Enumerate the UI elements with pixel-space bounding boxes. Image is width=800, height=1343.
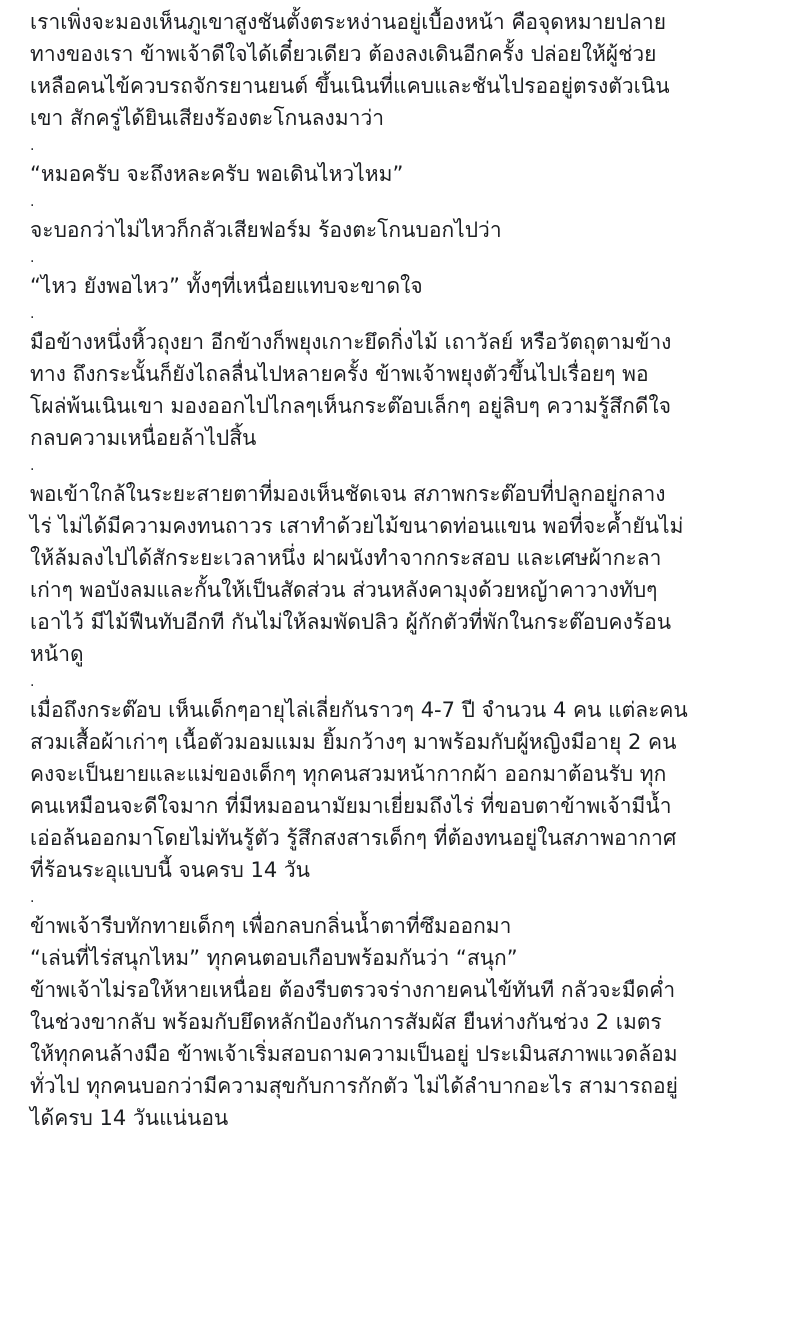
text-line: ให้ทุกคนล้างมือ ข้าพเจ้าเริ่มสอบถามความเป็นอยู่ ประเมินสภาพแวดล้อม — [30, 1042, 678, 1066]
text-line: ที่ร้อนระอุแบบนี้ จนครบ 14 วัน — [30, 858, 311, 882]
text-line: กลบความเหนื่อยล้าไปสิ้น — [30, 426, 257, 450]
text-line: เอาไว้ มีไม้ฟืนทับอีกที กันไม่ให้ลมพัดปลิว ผู้กักตัวที่พักในกระต๊อบคงร้อน — [30, 610, 672, 634]
text-line: “เล่นที่ไร่สนุกไหม” ทุกคนตอบเกือบพร้อมกันว่า “สนุก” — [30, 946, 518, 970]
separator-dot: . — [30, 250, 35, 266]
text-line: เก่าๆ พอบังลมและกั้นให้เป็นสัดส่วน ส่วนหลังคามุงด้วยหญ้าคาวางทับๆ — [30, 578, 658, 602]
separator-dot: . — [30, 138, 35, 154]
separator-dot: . — [30, 306, 35, 322]
text-line: มือข้างหนึ่งหิ้วถุงยา อีกข้างก็พยุงเกาะยึดกิ่งไม้ เถาวัลย์ หรือวัตถุตามข้าง — [30, 330, 672, 354]
separator-dot: . — [30, 458, 35, 474]
separator-dot: . — [30, 674, 35, 690]
text-line: โผล่พ้นเนินเขา มองออกไปไกลๆเห็นกระต๊อบเล็กๆ อยู่ลิบๆ ความรู้สึกดีใจ — [30, 394, 672, 418]
paragraph — [30, 694, 795, 886]
text-line: ข้าพเจ้าไม่รอให้หายเหนื่อย ต้องรีบตรวจร่างกายคนไข้ทันที กลัวจะมืดค่ำ — [30, 978, 676, 1002]
paragraph — [30, 214, 795, 246]
text-line: ได้ครบ 14 วันแน่นอน — [30, 1106, 229, 1130]
text-line: “หมอครับ จะถึงหละครับ พอเดินไหวไหม” — [30, 162, 404, 186]
text-line: ไร่ ไม่ได้มีความคงทนถาวร เสาทำด้วยไม้ขนาดท่อนแขน พอที่จะค้ำยันไม่ — [30, 514, 684, 538]
paragraph — [30, 6, 795, 134]
post-body — [30, 6, 795, 1134]
text-line: คนเหมือนจะดีใจมาก ที่มีหมออนามัยมาเยี่ยมถึงไร่ ที่ขอบตาข้าพเจ้ามีน้ำ — [30, 794, 672, 818]
text-line: หน้าดู — [30, 642, 84, 666]
paragraph — [30, 478, 795, 670]
text-line: ข้าพเจ้ารีบทักทายเด็กๆ เพื่อกลบกลิ่นน้ำตาที่ซึมออกมา — [30, 914, 512, 938]
text-line: สวมเสื้อผ้าเก่าๆ เนื้อตัวมอมแมม ยิ้มกว้างๆ มาพร้อมกับผู้หญิงมีอายุ 2 คน — [30, 730, 677, 754]
text-line: จะบอกว่าไม่ไหวก็กลัวเสียฟอร์ม ร้องตะโกนบอกไปว่า — [30, 218, 502, 242]
text-line: คงจะเป็นยายและแม่ของเด็กๆ ทุกคนสวมหน้ากากผ้า ออกมาต้อนรับ ทุก — [30, 762, 667, 786]
text-line: พอเข้าใกล้ในระยะสายตาที่มองเห็นชัดเจน สภาพกระต๊อบที่ปลูกอยู่กลาง — [30, 482, 666, 506]
text-line: เขา สักครู่ได้ยินเสียงร้องตะโกนลงมาว่า — [30, 106, 385, 130]
text-line: ในช่วงขากลับ พร้อมกับยึดหลักป้องกันการสัมผัส ยืนห่างกันช่วง 2 เมตร — [30, 1010, 662, 1034]
paragraph — [30, 326, 795, 454]
paragraph — [30, 270, 795, 302]
text-line: เราเพิ่งจะมองเห็นภูเขาสูงชันตั้งตระหง่านอยู่เบื้องหน้า คือจุดหมายปลาย — [30, 10, 667, 34]
separator-dot: . — [30, 890, 35, 906]
text-line: ทาง ถึงกระนั้นก็ยังไถลลื่นไปหลายครั้ง ข้าพเจ้าพยุงตัวขึ้นไปเรื่อยๆ พอ — [30, 362, 649, 386]
paragraph — [30, 158, 795, 190]
paragraph — [30, 910, 795, 1134]
text-line: ให้ล้มลงไปได้สักระยะเวลาหนึ่ง ฝาผนังทำจากกระสอบ และเศษผ้ากะลา — [30, 546, 662, 570]
text-line: เมื่อถึงกระต๊อบ เห็นเด็กๆอายุไล่เลี่ยกันราวๆ 4-7 ปี จำนวน 4 คน แต่ละคน — [30, 698, 688, 722]
text-line: ทางของเรา ข้าพเจ้าดีใจได้เดี๋ยวเดียว ต้องลงเดินอีกครั้ง ปล่อยให้ผู้ช่วย — [30, 42, 657, 66]
text-line: เหลือคนไข้ควบรถจักรยานยนต์ ขึ้นเนินที่แคบและชันไปรออยู่ตรงตัวเนิน — [30, 74, 670, 98]
text-line: เอ่อล้นออกมาโดยไม่ทันรู้ตัว รู้สึกสงสารเด็กๆ ที่ต้องทนอยู่ในสภาพอากาศ — [30, 826, 677, 850]
text-line: “ไหว ยังพอไหว” ทั้งๆที่เหนื่อยแทบจะขาดใจ — [30, 274, 423, 298]
separator-dot: . — [30, 194, 35, 210]
text-line: ทั่วไป ทุกคนบอกว่ามีความสุขกับการกักตัว ไม่ได้ลำบากอะไร สามารถอยู่ — [30, 1074, 678, 1098]
